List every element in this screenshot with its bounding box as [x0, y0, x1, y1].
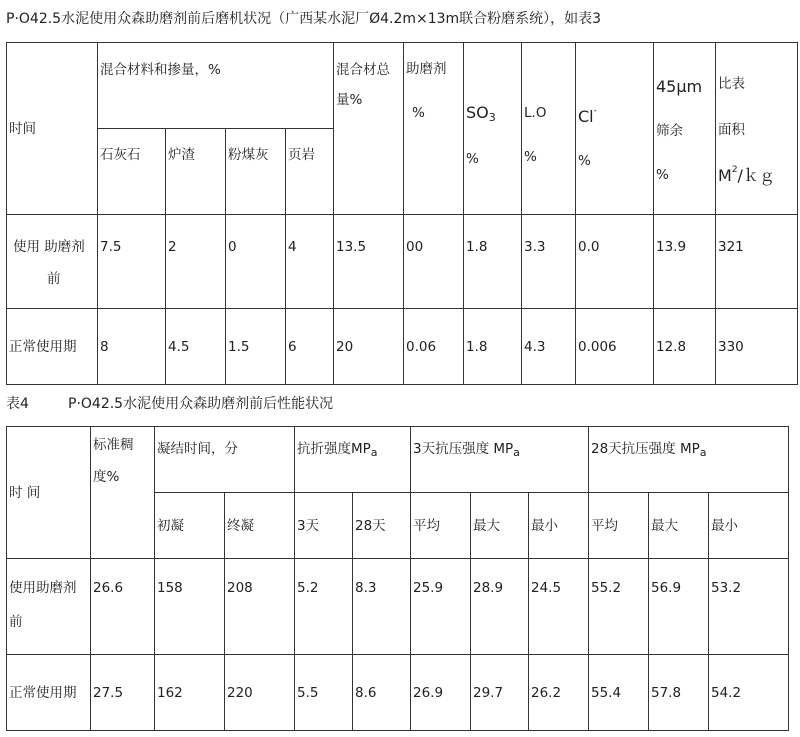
- table4-number: 表4: [6, 396, 29, 412]
- cell: 29.7: [471, 655, 529, 731]
- header-3day-compressive: 3天抗压强度 $MP_a$: [411, 427, 589, 493]
- cell: 3.3: [522, 215, 576, 309]
- cell: 00: [404, 215, 464, 309]
- header-c28-max: 最大: [649, 493, 709, 559]
- row-label: 使用 助磨剂 前: [7, 215, 98, 309]
- cell: 330: [716, 309, 798, 385]
- table-row: [7, 655, 789, 731]
- header-total-line2: 量%: [336, 92, 363, 108]
- header-sieve-line2: 筛余: [656, 123, 683, 139]
- cell: 0.0: [576, 215, 654, 309]
- cell: 0.006: [576, 309, 654, 385]
- cell: 53.2: [709, 559, 789, 655]
- table-row: [7, 559, 789, 655]
- header-consistency: [91, 427, 155, 559]
- header-specific-surface: [716, 43, 798, 215]
- table4-caption: [6, 393, 333, 413]
- cell: 55.4: [589, 655, 649, 731]
- header-aid-line2: %: [412, 105, 425, 121]
- performance-table: [6, 426, 789, 731]
- cell: 2: [166, 215, 226, 309]
- header-so3: [464, 43, 522, 215]
- row-label: 正常使用期: [7, 655, 91, 731]
- header-lo: [522, 43, 576, 215]
- header-consistency-line2: 度%: [93, 469, 120, 485]
- cell: 208: [225, 559, 295, 655]
- header-45um-residue: [654, 43, 716, 215]
- header-so3-label: SO3: [466, 103, 496, 124]
- cell: 26.2: [529, 655, 589, 731]
- table-row: [7, 309, 798, 385]
- header-cl: [576, 43, 654, 215]
- header-consistency-line1: 标准稠: [93, 437, 134, 453]
- cell: 158: [155, 559, 225, 655]
- header-time: 时间: [7, 43, 98, 215]
- header-lo-unit: %: [524, 149, 537, 165]
- header-flexural-strength: 抗折强度$MP_a$: [295, 427, 411, 493]
- cell: 28.9: [471, 559, 529, 655]
- header-so3-unit: %: [466, 151, 479, 167]
- header-c3-min: 最小: [529, 493, 589, 559]
- header-setting-time: 凝结时间，分: [155, 427, 295, 493]
- cell: 7.5: [98, 215, 166, 309]
- header-grinding-aid: [404, 43, 464, 215]
- header-slag: 炉渣: [166, 129, 226, 215]
- cell: 4.3: [522, 309, 576, 385]
- header-time: 时 间: [7, 427, 91, 559]
- header-28day-compressive: 28天抗压强度 $MP_a$: [589, 427, 789, 493]
- table-row: [7, 215, 798, 309]
- cell: 220: [225, 655, 295, 731]
- header-flex-3day: 3天: [295, 493, 353, 559]
- cell: 4.5: [166, 309, 226, 385]
- row-label: 使用助磨剂 前: [7, 559, 91, 655]
- cell: 13.9: [654, 215, 716, 309]
- header-mix-materials: 混合材料和掺量，%: [98, 43, 334, 129]
- cell: 26.9: [411, 655, 471, 731]
- mill-status-table: [6, 42, 798, 385]
- cell: 27.5: [91, 655, 155, 731]
- cell: 5.5: [295, 655, 353, 731]
- header-initial-set: 初凝: [155, 493, 225, 559]
- cell: 4: [286, 215, 334, 309]
- header-area-unit: $M^2/kg$: [718, 165, 775, 185]
- cell: 321: [716, 215, 798, 309]
- header-aid-line1: 助磨剂: [406, 61, 447, 77]
- cell: 13.5: [334, 215, 404, 309]
- cell: 25.9: [411, 559, 471, 655]
- cell: 24.5: [529, 559, 589, 655]
- header-total-mix: [334, 43, 404, 215]
- header-final-set: 终凝: [225, 493, 295, 559]
- table3-caption: P·O42.5水泥使用众森助磨剂前后磨机状况（广西某水泥厂Ø4.2m×13m联合粉磨系统），如表3: [6, 11, 602, 27]
- cell: 0.06: [404, 309, 464, 385]
- header-cl-unit: %: [578, 153, 591, 169]
- cell: 1.8: [464, 309, 522, 385]
- cell: 56.9: [649, 559, 709, 655]
- header-limestone: 石灰石: [98, 129, 166, 215]
- cell: 57.8: [649, 655, 709, 731]
- cell: 54.2: [709, 655, 789, 731]
- cell: 162: [155, 655, 225, 731]
- header-sieve-line3: %: [656, 167, 669, 183]
- header-sieve-line1: 45μm: [656, 77, 703, 96]
- cell: 1.8: [464, 215, 522, 309]
- header-c28-min: 最小: [709, 493, 789, 559]
- table4-title: P·O42.5水泥使用众森助磨剂前后性能状况: [68, 396, 334, 412]
- header-area-line1: 比表: [718, 76, 745, 92]
- header-flex-28day: 28天: [353, 493, 411, 559]
- cell: 8.6: [353, 655, 411, 731]
- row-label: 正常使用期: [7, 309, 98, 385]
- cell: 0: [226, 215, 286, 309]
- cell: 20: [334, 309, 404, 385]
- cell: 8.3: [353, 559, 411, 655]
- cell: 1.5: [226, 309, 286, 385]
- header-flyash: 粉煤灰: [226, 129, 286, 215]
- cell: 5.2: [295, 559, 353, 655]
- cell: 55.2: [589, 559, 649, 655]
- header-lo-label: L.O: [524, 105, 547, 121]
- header-total-line1: 混合材总: [336, 62, 390, 78]
- header-area-line2: 面积: [718, 122, 745, 138]
- header-c3-avg: 平均: [411, 493, 471, 559]
- cell: 12.8: [654, 309, 716, 385]
- header-c28-avg: 平均: [589, 493, 649, 559]
- header-c3-max: 最大: [471, 493, 529, 559]
- header-shale: 页岩: [286, 129, 334, 215]
- header-cl-label: Cl-: [578, 106, 597, 126]
- cell: 8: [98, 309, 166, 385]
- cell: 6: [286, 309, 334, 385]
- cell: 26.6: [91, 559, 155, 655]
